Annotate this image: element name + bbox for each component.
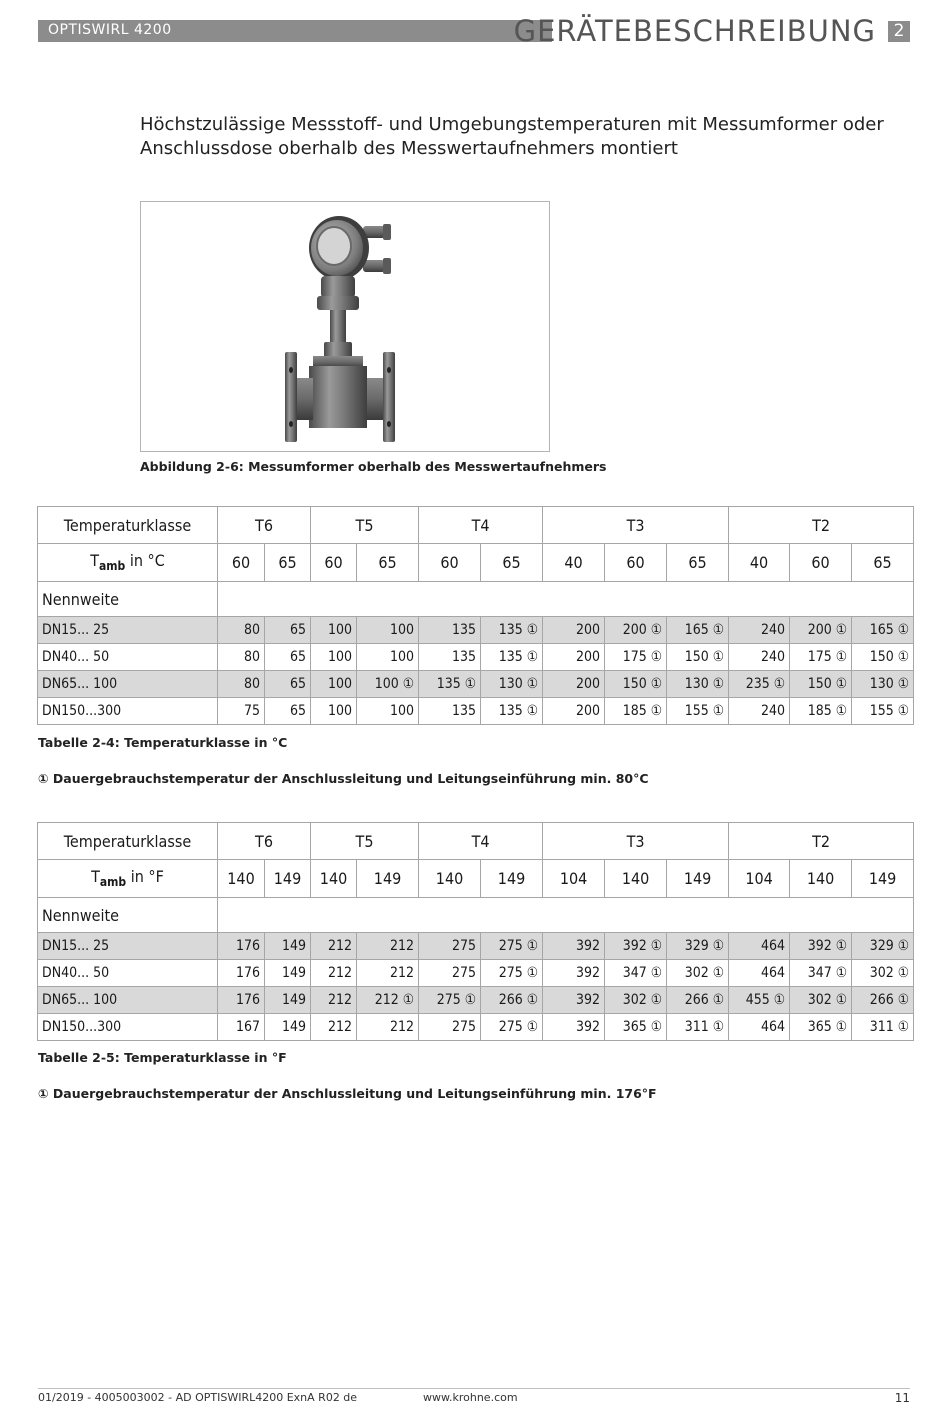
class-cell: T3	[543, 507, 729, 544]
nominal-size: DN65... 100	[38, 987, 218, 1014]
table-caption-celsius: Tabelle 2-4: Temperaturklasse in °C	[38, 735, 288, 750]
tamb-value: 65	[481, 544, 543, 582]
temperature-value: 240	[729, 617, 790, 644]
product-name: OPTISWIRL 4200	[48, 22, 172, 38]
tamb-value: 65	[667, 544, 729, 582]
temperature-value: 176	[218, 960, 265, 987]
temperature-value: 80	[218, 644, 265, 671]
nennweite-label: Nennweite	[38, 582, 218, 617]
temperature-value: 200	[543, 698, 605, 725]
temperature-value: 149	[265, 933, 311, 960]
nominal-size: DN40... 50	[38, 644, 218, 671]
nennweite-label: Nennweite	[38, 898, 218, 933]
footnote-celsius: ① Dauergebrauchstemperatur der Anschlussleitung und Leitungseinführung min. 80°C	[38, 771, 649, 786]
tamb-row	[38, 544, 914, 582]
temperature-value: 365 ①	[790, 1014, 852, 1041]
temperature-value: 65	[265, 617, 311, 644]
nominal-size: DN15... 25	[38, 617, 218, 644]
page-number: 11	[894, 1391, 910, 1405]
class-cell: T3	[543, 823, 729, 860]
table-row	[38, 644, 914, 671]
table-row	[38, 960, 914, 987]
class-cell: T4	[419, 507, 543, 544]
temperature-value: 275 ①	[481, 1014, 543, 1041]
temperature-value: 150 ①	[790, 671, 852, 698]
temperature-value: 135	[419, 644, 481, 671]
temperature-value: 130 ①	[481, 671, 543, 698]
tamb-value: 140	[218, 860, 265, 898]
temperature-value: 392	[543, 1014, 605, 1041]
tamb-value: 149	[667, 860, 729, 898]
class-cell: T5	[311, 823, 419, 860]
tamb-main: T	[90, 551, 99, 571]
temperature-value: 149	[265, 987, 311, 1014]
temperature-value: 240	[729, 698, 790, 725]
temperature-value: 266 ①	[852, 987, 914, 1014]
temperature-value: 65	[265, 698, 311, 725]
temperature-value: 392 ①	[605, 933, 667, 960]
nominal-size: DN15... 25	[38, 933, 218, 960]
temperature-value: 392	[543, 987, 605, 1014]
temperature-value: 302 ①	[667, 960, 729, 987]
table-row	[38, 933, 914, 960]
nominal-size: DN150...300	[38, 1014, 218, 1041]
temperature-table-celsius	[37, 506, 914, 725]
temperature-value: 235 ①	[729, 671, 790, 698]
temperature-value: 212 ①	[357, 987, 419, 1014]
temperature-value: 392	[543, 960, 605, 987]
tamb-unit: in °F	[126, 867, 164, 887]
tamb-value: 60	[311, 544, 357, 582]
tamb-value: 140	[605, 860, 667, 898]
tamb-value: 149	[357, 860, 419, 898]
temperature-value: 275 ①	[481, 960, 543, 987]
temperature-value: 150 ①	[852, 644, 914, 671]
tamb-label	[38, 860, 218, 898]
temperature-value: 392 ①	[790, 933, 852, 960]
flowmeter-illustration	[141, 202, 549, 451]
class-header-row	[38, 823, 914, 860]
temperature-value: 329 ①	[852, 933, 914, 960]
class-label: Temperaturklasse	[38, 507, 218, 544]
temperature-value: 212	[357, 933, 419, 960]
temperature-value: 275 ①	[481, 933, 543, 960]
document-reference: 01/2019 - 4005003002 - AD OPTISWIRL4200 ExnA R02 de	[38, 1391, 358, 1404]
temperature-value: 150 ①	[667, 644, 729, 671]
temperature-value: 212	[357, 1014, 419, 1041]
temperature-value: 155 ①	[667, 698, 729, 725]
temperature-value: 80	[218, 617, 265, 644]
temperature-value: 65	[265, 644, 311, 671]
class-cell: T2	[729, 507, 914, 544]
temperature-value: 212	[311, 933, 357, 960]
temperature-value: 275	[419, 1014, 481, 1041]
tamb-row	[38, 860, 914, 898]
temperature-value: 100	[311, 617, 357, 644]
class-cell: T6	[218, 507, 311, 544]
tamb-value: 60	[419, 544, 481, 582]
temperature-value: 100	[311, 671, 357, 698]
temperature-value: 302 ①	[790, 987, 852, 1014]
temperature-value: 329 ①	[667, 933, 729, 960]
table-caption-fahrenheit: Tabelle 2-5: Temperaturklasse in °F	[38, 1050, 287, 1065]
temperature-value: 200	[543, 644, 605, 671]
tamb-value: 104	[729, 860, 790, 898]
temperature-value: 176	[218, 987, 265, 1014]
nominal-size: DN150...300	[38, 698, 218, 725]
temperature-value: 464	[729, 933, 790, 960]
temperature-value: 80	[218, 671, 265, 698]
table-row	[38, 671, 914, 698]
tamb-value: 149	[852, 860, 914, 898]
temperature-value: 149	[265, 1014, 311, 1041]
temperature-value: 165 ①	[852, 617, 914, 644]
temperature-value: 130 ①	[667, 671, 729, 698]
temperature-value: 175 ①	[605, 644, 667, 671]
temperature-value: 135	[419, 698, 481, 725]
table-row	[38, 698, 914, 725]
temperature-table-fahrenheit	[37, 822, 914, 1041]
temperature-value: 311 ①	[667, 1014, 729, 1041]
temperature-value: 212	[311, 987, 357, 1014]
tamb-unit: in °C	[125, 551, 165, 571]
temperature-value: 135 ①	[481, 617, 543, 644]
tamb-value: 140	[790, 860, 852, 898]
tamb-value: 140	[419, 860, 481, 898]
temperature-value: 100	[357, 644, 419, 671]
table-row	[38, 1014, 914, 1041]
temperature-value: 200 ①	[605, 617, 667, 644]
temperature-value: 302 ①	[852, 960, 914, 987]
device-figure	[140, 201, 550, 452]
footnote-fahrenheit: ① Dauergebrauchstemperatur der Anschlussleitung und Leitungseinführung min. 176°F	[38, 1086, 657, 1101]
temperature-value: 365 ①	[605, 1014, 667, 1041]
temperature-value: 240	[729, 644, 790, 671]
temperature-value: 167	[218, 1014, 265, 1041]
tamb-value: 60	[218, 544, 265, 582]
tamb-value: 65	[357, 544, 419, 582]
tamb-value: 60	[790, 544, 852, 582]
temperature-value: 176	[218, 933, 265, 960]
temperature-value: 200	[543, 617, 605, 644]
table-row	[38, 987, 914, 1014]
temperature-value: 100	[357, 698, 419, 725]
temperature-value: 266 ①	[667, 987, 729, 1014]
temperature-value: 65	[265, 671, 311, 698]
tamb-value: 104	[543, 860, 605, 898]
temperature-value: 464	[729, 1014, 790, 1041]
tamb-value: 149	[265, 860, 311, 898]
temperature-value: 100	[311, 698, 357, 725]
nennweite-spacer	[218, 898, 914, 933]
class-header-row	[38, 507, 914, 544]
tamb-sub: amb	[99, 875, 127, 890]
temperature-value: 200	[543, 671, 605, 698]
temperature-value: 455 ①	[729, 987, 790, 1014]
tamb-value: 149	[481, 860, 543, 898]
page-footer	[38, 1388, 910, 1407]
temperature-value: 275	[419, 960, 481, 987]
tamb-value: 40	[729, 544, 790, 582]
table-row	[38, 617, 914, 644]
nennweite-row	[38, 582, 914, 617]
temperature-value: 302 ①	[605, 987, 667, 1014]
tamb-main: T	[91, 867, 100, 887]
figure-caption: Abbildung 2-6: Messumformer oberhalb des Messwertaufnehmers	[140, 459, 607, 474]
nominal-size: DN65... 100	[38, 671, 218, 698]
tamb-sub: amb	[99, 559, 126, 574]
nennweite-row	[38, 898, 914, 933]
temperature-value: 150 ①	[605, 671, 667, 698]
section-title: GERÄTEBESCHREIBUNG	[513, 14, 876, 48]
class-cell: T5	[311, 507, 419, 544]
temperature-value: 347 ①	[790, 960, 852, 987]
temperature-value: 155 ①	[852, 698, 914, 725]
tamb-value: 65	[852, 544, 914, 582]
temperature-value: 100	[357, 617, 419, 644]
temperature-value: 212	[357, 960, 419, 987]
temperature-value: 212	[311, 1014, 357, 1041]
section-headline: Höchstzulässige Messstoff- und Umgebungstemperaturen mit Messumformer oder Anschlussdose oberhalb des Messwertaufnehmers montiert	[140, 114, 884, 159]
header-bar	[38, 20, 552, 42]
temperature-value: 130 ①	[852, 671, 914, 698]
temperature-value: 185 ①	[790, 698, 852, 725]
temperature-value: 200 ①	[790, 617, 852, 644]
temperature-value: 212	[311, 960, 357, 987]
tamb-value: 140	[311, 860, 357, 898]
temperature-value: 275	[419, 933, 481, 960]
temperature-value: 175 ①	[790, 644, 852, 671]
temperature-value: 165 ①	[667, 617, 729, 644]
class-label: Temperaturklasse	[38, 823, 218, 860]
temperature-value: 135 ①	[419, 671, 481, 698]
website-link[interactable]: www.krohne.com	[423, 1391, 518, 1404]
temperature-value: 311 ①	[852, 1014, 914, 1041]
temperature-value: 100 ①	[357, 671, 419, 698]
chapter-number: 2	[888, 21, 910, 42]
temperature-value: 75	[218, 698, 265, 725]
nominal-size: DN40... 50	[38, 960, 218, 987]
class-cell: T6	[218, 823, 311, 860]
class-cell: T2	[729, 823, 914, 860]
page-header	[38, 14, 910, 48]
temperature-value: 275 ①	[419, 987, 481, 1014]
temperature-value: 464	[729, 960, 790, 987]
temperature-value: 266 ①	[481, 987, 543, 1014]
tamb-value: 60	[605, 544, 667, 582]
temperature-value: 347 ①	[605, 960, 667, 987]
temperature-value: 149	[265, 960, 311, 987]
tamb-value: 40	[543, 544, 605, 582]
temperature-value: 135	[419, 617, 481, 644]
class-cell: T4	[419, 823, 543, 860]
temperature-value: 135 ①	[481, 644, 543, 671]
tamb-value: 65	[265, 544, 311, 582]
temperature-value: 392	[543, 933, 605, 960]
tamb-label	[38, 544, 218, 582]
temperature-value: 135 ①	[481, 698, 543, 725]
nennweite-spacer	[218, 582, 914, 617]
temperature-value: 185 ①	[605, 698, 667, 725]
temperature-value: 100	[311, 644, 357, 671]
